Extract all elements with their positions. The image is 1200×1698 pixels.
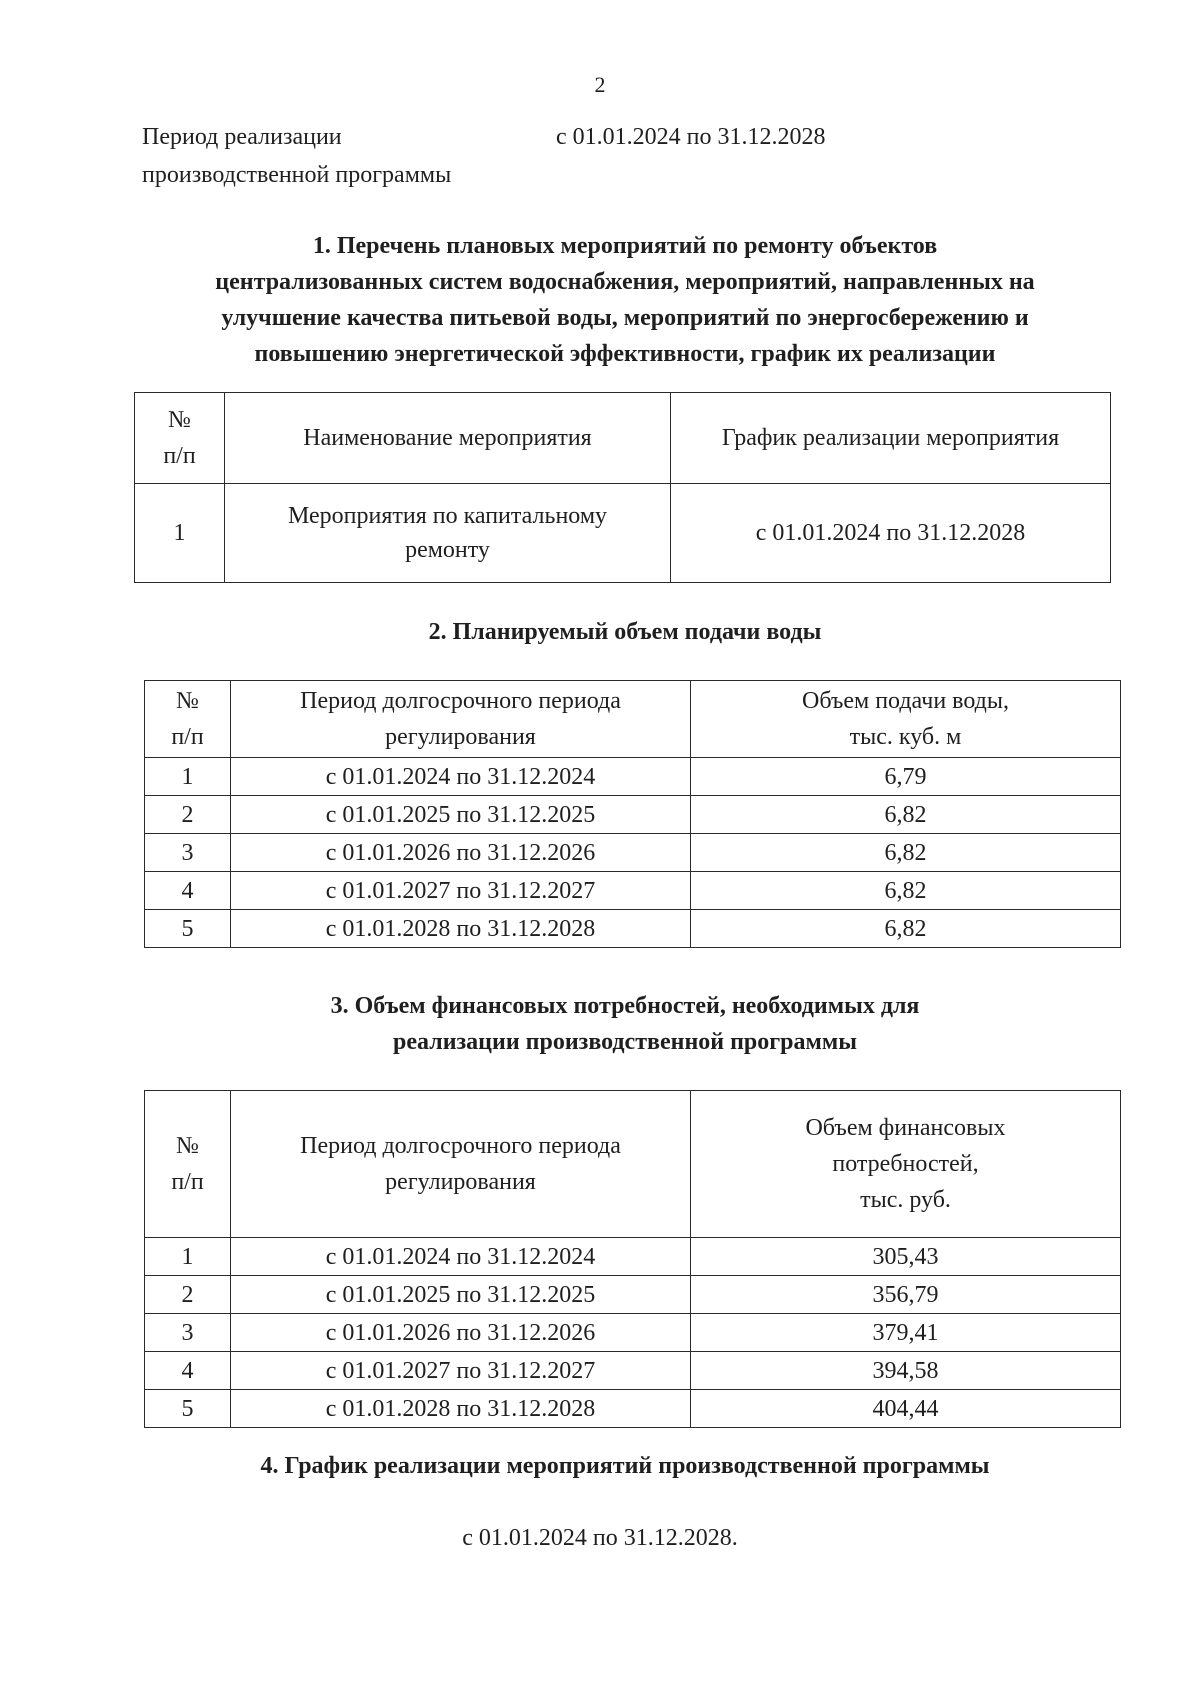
cell-period: с 01.01.2026 по 31.12.2026 xyxy=(231,1314,691,1352)
cell-num: 3 xyxy=(145,1314,231,1352)
cell-period: с 01.01.2024 по 31.12.2024 xyxy=(231,1238,691,1276)
table-row xyxy=(145,796,1121,834)
cell-period: с 01.01.2025 по 31.12.2025 xyxy=(231,796,691,834)
cell-period: с 01.01.2026 по 31.12.2026 xyxy=(231,834,691,872)
cell-name-line1: Мероприятия по капитальному xyxy=(287,503,608,529)
cell-name-line2: ремонту xyxy=(405,537,490,563)
header-num-line1: № xyxy=(176,1133,199,1159)
header-period-line1: Период долгосрочного периода xyxy=(300,1133,621,1159)
table-header-row xyxy=(135,393,1111,484)
section1-title xyxy=(130,228,1120,372)
cell-num: 2 xyxy=(145,1276,231,1314)
table-row xyxy=(145,910,1121,948)
header-num-line1: № xyxy=(176,688,199,714)
table-row xyxy=(145,872,1121,910)
header-fin-line3: тыс. руб. xyxy=(860,1187,951,1213)
activities-table xyxy=(134,392,1111,583)
section1-title-line: централизованных систем водоснабжения, мероприятий, направленных на xyxy=(215,269,1035,295)
cell-name xyxy=(225,484,671,583)
cell-num: 2 xyxy=(145,796,231,834)
cell-num: 4 xyxy=(145,1352,231,1390)
cell-period: с 01.01.2025 по 31.12.2025 xyxy=(231,1276,691,1314)
table-row xyxy=(145,1352,1121,1390)
table-row xyxy=(145,1390,1121,1428)
table-header-row xyxy=(145,681,1121,758)
header-period-line2: регулирования xyxy=(385,1169,536,1195)
header-name: Наименование мероприятия xyxy=(225,393,671,484)
cell-value: 394,58 xyxy=(691,1352,1121,1390)
table-row xyxy=(145,834,1121,872)
cell-num: 4 xyxy=(145,872,231,910)
table-row xyxy=(135,484,1111,583)
cell-value: 305,43 xyxy=(691,1238,1121,1276)
header-fin-line2: потребностей, xyxy=(832,1151,979,1177)
header-period xyxy=(231,681,691,758)
table-header-row xyxy=(145,1091,1121,1238)
cell-num: 3 xyxy=(145,834,231,872)
cell-num: 1 xyxy=(135,484,225,583)
header-period-line2: регулирования xyxy=(385,724,536,750)
table-row xyxy=(145,1314,1121,1352)
header-period xyxy=(231,1091,691,1238)
header-period-line1: Период долгосрочного периода xyxy=(300,688,621,714)
cell-num: 5 xyxy=(145,910,231,948)
section1-title-line: повышению энергетической эффективности, график их реализации xyxy=(254,341,996,367)
section1-title-line: 1. Перечень плановых мероприятий по ремонту объектов xyxy=(312,233,938,259)
header-volume-line1: Объем подачи воды, xyxy=(802,688,1009,714)
cell-value: 6,82 xyxy=(691,910,1121,948)
cell-value: 6,82 xyxy=(691,872,1121,910)
cell-value: 6,82 xyxy=(691,834,1121,872)
header-num-line2: п/п xyxy=(163,443,196,469)
table-row xyxy=(145,1276,1121,1314)
cell-num: 1 xyxy=(145,758,231,796)
header-num-line1: № xyxy=(168,407,191,433)
water-volume-table xyxy=(144,680,1121,948)
cell-period: с 01.01.2024 по 31.12.2024 xyxy=(231,758,691,796)
cell-value: 379,41 xyxy=(691,1314,1121,1352)
section3-title-line1: 3. Объем финансовых потребностей, необходимых для xyxy=(330,993,920,1019)
cell-num: 1 xyxy=(145,1238,231,1276)
period-label-line2: производственной программы xyxy=(142,162,452,188)
cell-period: с 01.01.2027 по 31.12.2027 xyxy=(231,872,691,910)
period-value: с 01.01.2024 по 31.12.2028 xyxy=(556,124,826,150)
section4-period: с 01.01.2024 по 31.12.2028. xyxy=(462,1525,738,1551)
section2-title: 2. Планируемый объем подачи воды xyxy=(428,619,822,645)
cell-period: с 01.01.2027 по 31.12.2027 xyxy=(231,1352,691,1390)
cell-value: 6,79 xyxy=(691,758,1121,796)
cell-period: с 01.01.2028 по 31.12.2028 xyxy=(231,1390,691,1428)
header-num-line2: п/п xyxy=(171,724,204,750)
cell-num: 5 xyxy=(145,1390,231,1428)
header-schedule: График реализации мероприятия xyxy=(671,393,1111,484)
header-volume xyxy=(691,681,1121,758)
cell-value: 404,44 xyxy=(691,1390,1121,1428)
header-num xyxy=(145,681,231,758)
section4-title: 4. График реализации мероприятий производственной программы xyxy=(260,1453,990,1479)
page-number: 2 xyxy=(594,72,606,97)
header-fin-line1: Объем финансовых xyxy=(805,1115,1006,1141)
financial-needs-table xyxy=(144,1090,1121,1428)
cell-value: 6,82 xyxy=(691,796,1121,834)
cell-period: с 01.01.2028 по 31.12.2028 xyxy=(231,910,691,948)
header-num-line2: п/п xyxy=(171,1169,204,1195)
period-label-line1: Период реализации xyxy=(142,124,342,150)
cell-schedule: с 01.01.2024 по 31.12.2028 xyxy=(671,484,1111,583)
section3-title-line2: реализации производственной программы xyxy=(393,1029,857,1055)
header-num xyxy=(135,393,225,484)
section1-title-line: улучшение качества питьевой воды, мероприятий по энергосбережению и xyxy=(221,305,1029,331)
table-row xyxy=(145,758,1121,796)
header-num xyxy=(145,1091,231,1238)
header-volume-line2: тыс. куб. м xyxy=(849,724,962,750)
header-financial xyxy=(691,1091,1121,1238)
section3-title xyxy=(130,988,1120,1060)
cell-value: 356,79 xyxy=(691,1276,1121,1314)
period-label xyxy=(142,118,451,194)
table-row xyxy=(145,1238,1121,1276)
